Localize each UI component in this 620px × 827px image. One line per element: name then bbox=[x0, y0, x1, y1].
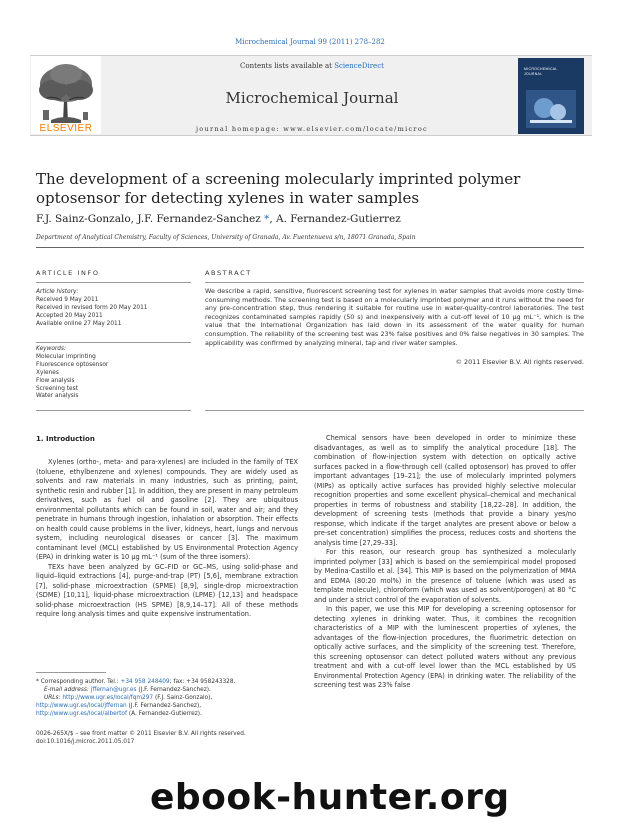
url-link-1[interactable]: http://www.ugr.es/local/fqm297 bbox=[62, 695, 154, 701]
cover-art-icon bbox=[526, 90, 576, 128]
intro-paragraph: Xylenes (ortho-, meta- and para-xylenes) are included in the family of TEX (toluene, ethylbenzene and xylenes) compounds. They are widely used as solvents and raw materials in many industries, such as printing, paint, synthetic resin and rubber [1]. In addition, they are present in many petroleum derivatives, such as fuel oil and gasoline [2]. They are ubiquitous environmental pollutants which can be found in soil, water and air; and they penetrate in humans through ingestion, inhalation or absorption. Their effects on health could cause problems in the liver, kidneys, heart, lungs and nervous system, including neurological diseases or cancer [3]. The maximum contaminant level (MCL) established by US Environmental Protection Agency (EPA) in drinking water is 10 μg mL⁻¹ (sum of the three isomers). bbox=[36, 458, 298, 561]
keywords-list bbox=[36, 346, 191, 401]
author-list bbox=[36, 213, 596, 225]
contents-prefix: Contents lists available at bbox=[240, 62, 332, 70]
corresponding-author-footnote bbox=[36, 678, 298, 686]
watermark: ebook-hunter.org bbox=[150, 777, 510, 818]
abstract-copyright: © 2011 Elsevier B.V. All rights reserved. bbox=[455, 358, 584, 366]
url-owner-3: (A. Fernandez-Gutierrez). bbox=[128, 711, 202, 717]
footnote-divider bbox=[36, 672, 106, 673]
abstract-text: We describe a rapid, sensitive, fluorescent screening test for xylenes in water samples that avoids more costly time-consuming methods. The screening test is based on a molecularly imprinted polymer and it runs without the need for any pre-concentration step, thus rendering it suitable for routine use in water-quality-control laboratories. The test recognizes contaminated samples rapidly (50 s) and inexpensively with a cut-off level of 10 μg mL⁻¹, which is the value that the International Organization has laid down in its assessment of the water quality for human consumption. The reliability of the screening test was 23% false positives and 0% false negatives in 30 samples. The applicability was confirmed by analyzing mineral, tap and river water samples. bbox=[205, 287, 584, 347]
intro-paragraph: TEXs have been analyzed by GC–FID or GC–MS, using solid-phase and liquid–liquid extractions [4], purge-and-trap (PT) [5,6], membrane extraction [7], solid-phase microextraction (SPME) [8,9], single-drop microextraction (SDME) [10,11], liquid-phase microextraction (LPME) [12,13] and headspace solid-phase microextraction (HS SPME) [8,9,14–17]. All of these methods require long analysis times and quite expensive instrumentation. bbox=[36, 562, 298, 618]
intro-paragraph: In this paper, we use this MIP for developing a screening optosensor for detecting xylenes in drinking water. Thus, it combines the recognition characteristics of a MIP with the luminescent properties of xylenes, the advantages of the flow-injection procedures, the fluorimetric detection on optically active surfaces, and the simplicity of the screening test. Therefore, this screening optosensor can detect polluted waters without any previous treatment and with a cut-off level lower than the MCL established by US Environmental Protection Agency (EPA) in drinking water. The reliability of the screening test was 23% false bbox=[314, 605, 576, 689]
author-3: , A. Fernandez-Gutierrez bbox=[269, 213, 401, 225]
fax-prefix: ; fax: bbox=[169, 679, 185, 685]
footnotes bbox=[36, 678, 298, 718]
info-divider bbox=[36, 282, 191, 283]
contents-availability-line bbox=[106, 62, 518, 70]
article-history bbox=[36, 289, 191, 329]
history-label: Article history: bbox=[36, 289, 79, 295]
journal-reference[interactable]: Microchemical Journal 99 (2011) 278–282 bbox=[235, 38, 385, 46]
issn-line: 0026-265X/$ – see front matter © 2011 Elsevier B.V. All rights reserved. bbox=[36, 731, 246, 737]
email-footnote bbox=[36, 686, 298, 694]
introduction-heading: 1. Introduction bbox=[36, 435, 95, 443]
sciencedirect-link[interactable]: ScienceDirect bbox=[334, 62, 384, 70]
email-label: E-mail address: bbox=[44, 687, 89, 693]
url-link-3[interactable]: http://www.ugr.es/local/albertof bbox=[36, 711, 127, 717]
homepage-url-link[interactable]: www.elsevier.com/locate/microc bbox=[283, 125, 428, 133]
article-info-heading: ARTICLE INFO bbox=[36, 269, 100, 277]
publication-info bbox=[36, 730, 298, 746]
abstract-divider bbox=[205, 282, 584, 283]
email-owner: (J.F. Fernandez-Sanchez). bbox=[138, 687, 211, 693]
history-accepted: Accepted 20 May 2011 bbox=[36, 312, 103, 319]
url-owner-2: (J.F. Fernandez-Sanchez), bbox=[128, 703, 202, 709]
info-divider-keywords bbox=[36, 342, 191, 343]
history-online: Available online 27 May 2011 bbox=[36, 320, 122, 327]
history-revised: Received in revised form 20 May 2011 bbox=[36, 304, 148, 311]
cover-title bbox=[524, 67, 578, 76]
keyword-item: Flow analysis bbox=[36, 377, 75, 384]
phone-link[interactable]: +34 958 248409 bbox=[120, 679, 170, 685]
fax-number: +34 958243328. bbox=[186, 679, 236, 685]
affiliation: Department of Analytical Chemistry, Faculty of Sciences, University of Granada, Av. Fuentenueva s/n, 18071 Granada, Spain bbox=[36, 234, 416, 241]
journal-cover-thumbnail[interactable] bbox=[518, 58, 584, 134]
header-divider bbox=[36, 247, 584, 248]
corresponding-prefix: * Corresponding author. Tel.: bbox=[36, 679, 119, 685]
keyword-item: Fluorescence optosensor bbox=[36, 361, 109, 368]
author-2: J.F. Fernandez-Sanchez bbox=[137, 213, 261, 225]
urls-footnote-line-3 bbox=[36, 710, 298, 718]
author-1: F.J. Sainz-Gonzalo, bbox=[36, 213, 134, 225]
article-title: The development of a screening molecularly imprinted polymer optosensor for detecting xylenes in water samples bbox=[36, 170, 521, 207]
body-column-left bbox=[36, 458, 298, 620]
urls-footnote bbox=[36, 694, 298, 702]
urls-footnote-line-2 bbox=[36, 702, 298, 710]
email-link[interactable]: jffernan@ugr.es bbox=[90, 687, 137, 693]
keyword-item: Xylenes bbox=[36, 369, 59, 376]
journal-title: Microchemical Journal bbox=[225, 89, 399, 107]
info-divider-bottom bbox=[36, 410, 191, 411]
url-owner-1: (F.J. Sainz-Gonzalo), bbox=[154, 695, 213, 701]
doi-line[interactable]: doi:10.1016/j.microc.2011.05.017 bbox=[36, 739, 135, 745]
cover-title-line-1: MICROCHEMICAL bbox=[524, 67, 558, 71]
intro-paragraph: Chemical sensors have been developed in order to minimize these disadvantages, as well as to simplify the analytical procedure [18]. The combination of flow-injection system with detection on optically active surfaces packed in a flow-through cell (called optosensor) has proved to offer important advantages [19–21]; the use of molecularly imprinted polymers (MIPs) as optically active surfaces has provided highly selective molecular recognition properties and some excellent physical–chemical and mechanical properties in terms of robustness and stability [18,22–28]. In addition, the development of screening tests (methods that provide a binary yes/no response, which indicate if the target analytes are present above or below a pre-set concentration) simplifies the process, reduces costs and shortens the analysis time [27,29–33]. bbox=[314, 434, 576, 547]
abstract-heading: ABSTRACT bbox=[205, 269, 252, 277]
keyword-item: Water analysis bbox=[36, 393, 79, 400]
homepage-prefix: journal homepage: bbox=[195, 125, 280, 133]
keyword-item: Screening test bbox=[36, 385, 78, 392]
body-column-right bbox=[314, 434, 576, 691]
elsevier-wordmark: ELSEVIER bbox=[39, 123, 93, 134]
urls-label: URLs: bbox=[44, 695, 61, 701]
journal-homepage-line bbox=[106, 125, 518, 133]
intro-paragraph: For this reason, our research group has synthesized a molecularly imprinted polymer [33] which is based on the semiempirical model proposed by Medina-Castillo et al. [34]. This MIP is based on the polymerization of MMA and EDMA (80:20 mol%) in the presence of toluene (which was used as template molecule), chloroform (which was used as solvent/porogen) at 80 °C and under a strict control of the evaporation of solvents. bbox=[314, 548, 576, 604]
url-link-2[interactable]: http://www.ugr.es/local/jffernan bbox=[36, 703, 127, 709]
history-received: Received 9 May 2011 bbox=[36, 296, 99, 303]
keywords-label: Keywords: bbox=[36, 346, 66, 352]
cover-title-line-2: JOURNAL bbox=[524, 71, 543, 76]
corresponding-author-mark[interactable]: * bbox=[264, 213, 270, 225]
keyword-item: Molecular imprinting bbox=[36, 353, 96, 360]
abstract-divider-bottom bbox=[205, 410, 584, 411]
